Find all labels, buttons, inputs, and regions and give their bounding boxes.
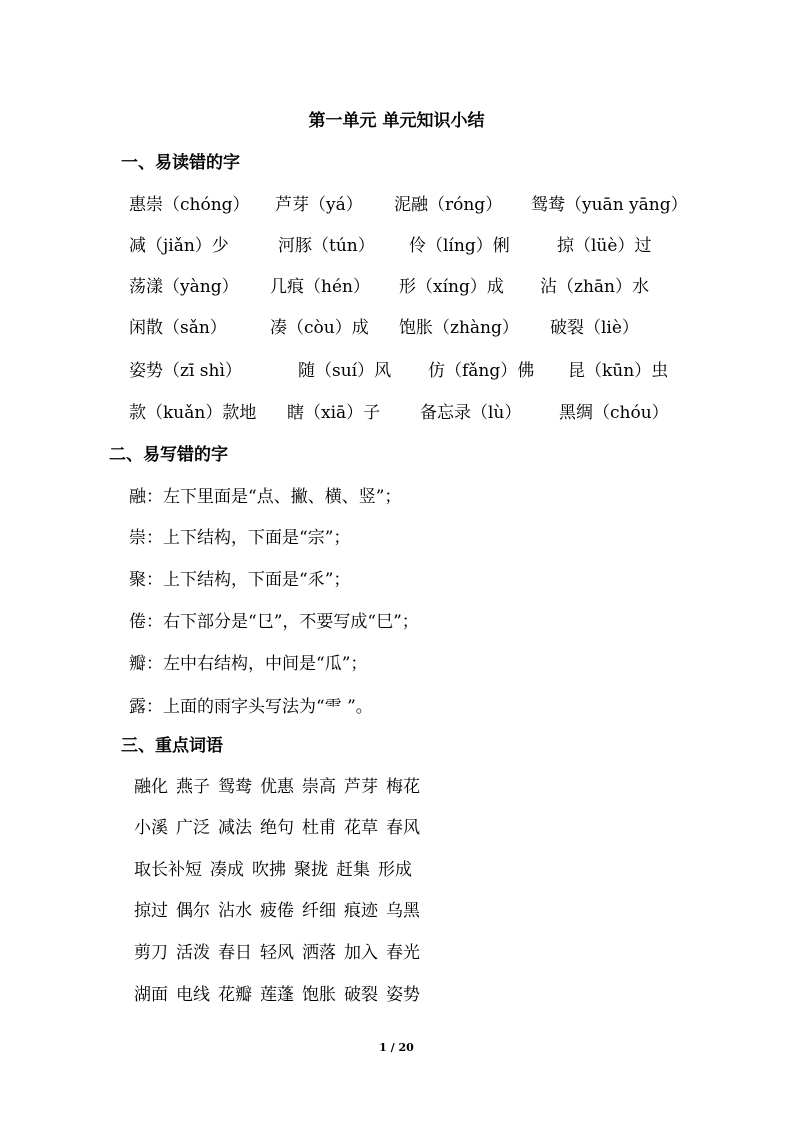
word: 莲蓬 xyxy=(260,985,294,1005)
word: 疲倦 xyxy=(260,901,294,921)
word: 剪刀 xyxy=(134,943,168,963)
word: 春光 xyxy=(386,943,420,963)
word: 饱胀 xyxy=(302,985,336,1005)
word: 春日 xyxy=(218,943,252,963)
pinyin-item: 减（jiǎn）少 xyxy=(129,236,229,256)
word: 凑成 xyxy=(210,860,244,880)
word-row xyxy=(134,813,428,838)
word: 加入 xyxy=(344,943,378,963)
pinyin-item: 随（suí）风 xyxy=(298,361,392,381)
word: 活泼 xyxy=(176,943,210,963)
pinyin-item: 芦芽（yá） xyxy=(275,195,363,215)
word: 融化 xyxy=(134,777,168,797)
pinyin-item: 瞎（xiā）子 xyxy=(287,403,381,423)
word-row xyxy=(134,938,428,963)
pinyin-item: 昆（kūn）虫 xyxy=(568,361,669,381)
word: 偶尔 xyxy=(176,901,210,921)
word: 春风 xyxy=(386,818,420,838)
pinyin-item: 破裂（liè） xyxy=(550,318,639,338)
word: 破裂 xyxy=(344,985,378,1005)
pinyin-item: 备忘录（lù） xyxy=(420,403,522,423)
word: 燕子 xyxy=(176,777,210,797)
word: 电线 xyxy=(176,985,210,1005)
word: 取长补短 xyxy=(134,860,202,880)
word: 痕迹 xyxy=(344,901,378,921)
word: 广泛 xyxy=(176,818,210,838)
word: 吹拂 xyxy=(252,860,286,880)
pinyin-item: 掠（lüè）过 xyxy=(557,236,652,256)
pinyin-item: 河豚（tún） xyxy=(278,236,375,256)
writing-note: 露：上面的雨字头写法为“⻗ ”。 xyxy=(129,697,373,717)
pinyin-item: 沾（zhān）水 xyxy=(540,277,649,297)
section-heading-difficult-writing: 二、易写错的字 xyxy=(109,445,228,465)
pinyin-item: 几痕（hén） xyxy=(270,277,370,297)
word: 花瓣 xyxy=(218,985,252,1005)
pinyin-item: 闲散（sǎn） xyxy=(129,318,227,338)
pinyin-item: 伶（líng）俐 xyxy=(409,236,510,256)
word: 优惠 xyxy=(260,777,294,797)
pinyin-item: 黑绸（chóu） xyxy=(559,403,669,423)
word-row xyxy=(134,772,428,797)
word: 纤细 xyxy=(302,901,336,921)
word: 湖面 xyxy=(134,985,168,1005)
pinyin-item: 形（xíng）成 xyxy=(399,277,504,297)
word: 花草 xyxy=(344,818,378,838)
pinyin-item: 荡漾（yàng） xyxy=(129,277,239,297)
writing-note: 聚：上下结构，下面是“乑”； xyxy=(129,570,351,590)
word: 沾水 xyxy=(218,901,252,921)
writing-note: 倦：右下部分是“㔾”，不要写成“巳”； xyxy=(129,612,419,632)
writing-note: 融：左下里面是“点、撇、横、竖”； xyxy=(129,487,402,507)
pinyin-item: 款（kuǎn）款地 xyxy=(129,403,257,423)
word: 掠过 xyxy=(134,901,168,921)
writing-note: 瓣：左中右结构，中间是“瓜”； xyxy=(129,654,368,674)
word: 鸳鸯 xyxy=(218,777,252,797)
pinyin-item: 姿势（zī shì） xyxy=(129,361,242,381)
section-heading-key-words: 三、重点词语 xyxy=(121,736,223,756)
word: 洒落 xyxy=(302,943,336,963)
pinyin-item: 泥融（róng） xyxy=(394,195,503,215)
pinyin-item: 惠崇（chóng） xyxy=(129,195,250,215)
page-number: 1 / 20 xyxy=(379,1041,414,1054)
word: 梅花 xyxy=(386,777,420,797)
word: 乌黑 xyxy=(386,901,420,921)
word: 赶集 xyxy=(336,860,370,880)
pinyin-item: 鸳鸯（yuān yāng） xyxy=(531,195,688,215)
word-row xyxy=(134,855,420,880)
word: 聚拢 xyxy=(294,860,328,880)
writing-note: 崇：上下结构，下面是“宗”； xyxy=(129,528,351,548)
word: 崇高 xyxy=(302,777,336,797)
word: 减法 xyxy=(218,818,252,838)
word: 形成 xyxy=(378,860,412,880)
word: 小溪 xyxy=(134,818,168,838)
section-heading-difficult-pronunciation: 一、易读错的字 xyxy=(121,153,240,173)
pinyin-item: 凑（còu）成 xyxy=(270,318,369,338)
page-title: 第一单元 单元知识小结 xyxy=(308,111,485,131)
word: 姿势 xyxy=(386,985,420,1005)
word: 芦芽 xyxy=(344,777,378,797)
word-row xyxy=(134,980,428,1005)
word: 轻风 xyxy=(260,943,294,963)
pinyin-item: 饱胀（zhàng） xyxy=(399,318,519,338)
word: 绝句 xyxy=(260,818,294,838)
pinyin-item: 仿（fǎng）佛 xyxy=(428,361,535,381)
word-row xyxy=(134,896,428,921)
word: 杜甫 xyxy=(302,818,336,838)
